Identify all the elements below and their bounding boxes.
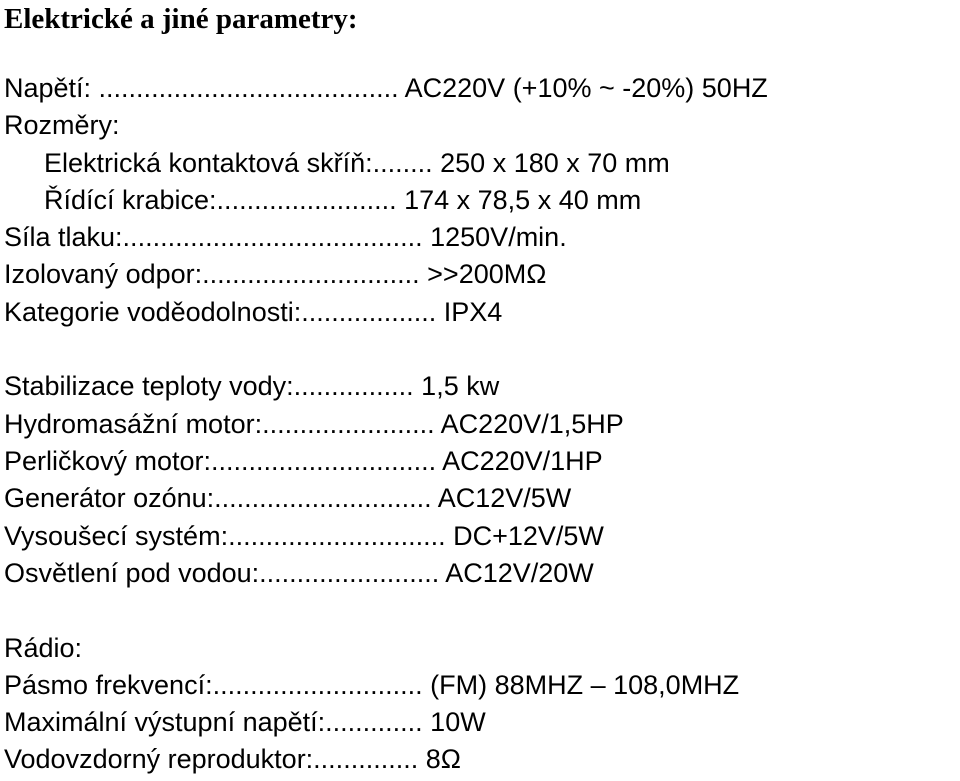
- speaker-line: Vodovzdorný reproduktor:.............. 8Ω: [4, 744, 461, 774]
- waterproof-line: Kategorie voděodolnosti:.................. IPX4: [4, 297, 503, 327]
- dryer-line: Vysoušecí systém:............................. DC+12V/5W: [4, 521, 604, 551]
- heater-line: Stabilizace teploty vody:................ 1,5 kw: [4, 371, 500, 401]
- ozone-line: Generátor ozónu:............................. AC12V/5W: [4, 483, 572, 513]
- voltage-line: Napětí: ........................................ AC220V (+10% ~ -20%) 50HZ: [4, 73, 768, 103]
- insulation-line: Izolovaný odpor:............................. >>200MΩ: [4, 259, 547, 289]
- bubble-motor-line: Perličkový motor:.............................. AC220V/1HP: [4, 446, 603, 476]
- dimensions-title: Rozměry:: [4, 110, 120, 140]
- max-voltage-line: Maximální výstupní napětí:............. 10W: [4, 707, 486, 737]
- contact-box-line: Elektrická kontaktová skříň:........ 250 x 180 x 70 mm: [44, 148, 670, 178]
- band-line: Pásmo frekvencí:............................ (FM) 88MHZ – 108,0MHZ: [4, 670, 740, 700]
- pressure-line: Síla tlaku:........................................ 1250V/min.: [4, 222, 567, 252]
- control-box-line: Řídící krabice:........................ 174 x 78,5 x 40 mm: [44, 185, 642, 215]
- lighting-line: Osvětlení pod vodou:........................ AC12V/20W: [4, 558, 594, 588]
- document-heading: Elektrické a jiné parametry:: [4, 3, 358, 35]
- hydro-motor-line: Hydromasážní motor:....................... AC220V/1,5HP: [4, 409, 624, 439]
- radio-title: Rádio:: [4, 633, 83, 663]
